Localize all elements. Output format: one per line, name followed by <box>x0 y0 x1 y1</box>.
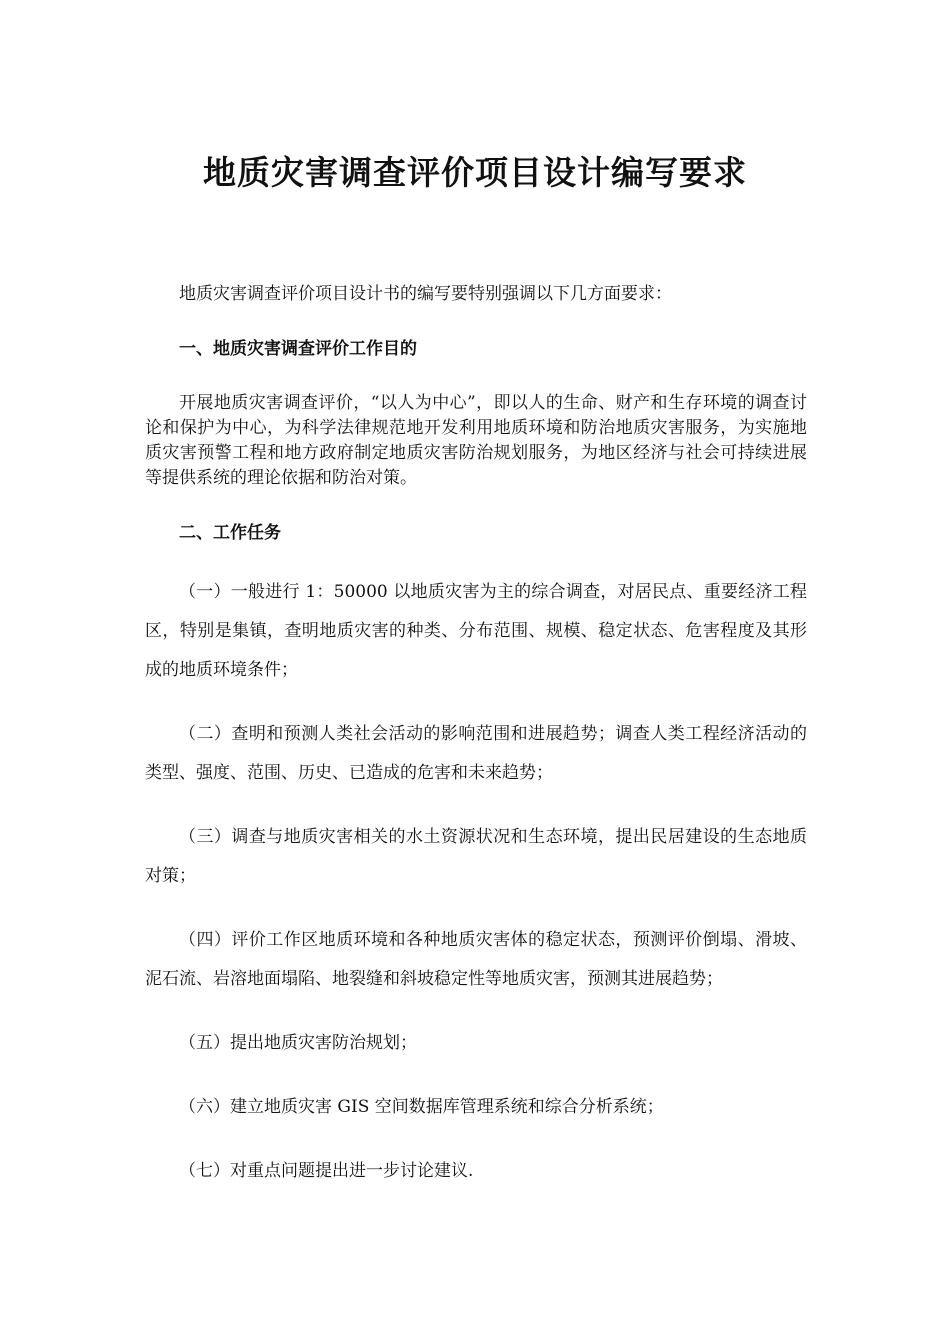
section-1-heading: 一、地质灾害调查评价工作目的 <box>179 339 417 359</box>
task-item-3: （三）调查与地质灾害相关的水土资源状况和生态环境，提出民居建设的生态地质对策； <box>145 827 807 886</box>
task-item-2: （二）查明和预测人类社会活动的影响范围和进展趋势；调查人类工程经济活动的类型、强度、范围、历史、已造成的危害和未来趋势； <box>145 724 807 783</box>
task-item-4: （四）评价工作区地质环境和各种地质灾害体的稳定状态，预测评价倒塌、滑坡、泥石流、岩溶地面塌陷、地裂缝和斜坡稳定性等地质灾害，预测其进展趋势； <box>145 930 807 989</box>
task-item-1: （一）一般进行 1：50000 以地质灾害为主的综合调查，对居民点、重要经济工程区，特别是集镇，查明地质灾害的种类、分布范围、规模、稳定状态、危害程度及其形成的地质环境条件； <box>145 582 807 680</box>
task-item-6: （六）建立地质灾害 GIS 空间数据库管理系统和综合分析系统； <box>179 1097 664 1117</box>
task-item-5: （五）提出地质灾害防治规划； <box>179 1033 417 1053</box>
task-item-7: （七）对重点问题提出进一步讨论建议. <box>179 1161 474 1181</box>
document-body <box>145 282 807 1191</box>
intro-paragraph: 地质灾害调查评价项目设计书的编写要特别强调以下几方面要求： <box>179 284 672 304</box>
document-title: 地质灾害调查评价项目设计编写要求 <box>203 153 747 192</box>
section-1-paragraph: 开展地质灾害调查评价，“以人为中心”，即以人的生命、财产和生存环境的调查讨论和保护为中心，为科学法律规范地开发利用地质环境和防治地质灾害服务，为实施地质灾害预警工程和地方政府制定地质灾害防治规划服务，为地区经济与社会可持续进展等提供系统的理论依据和防治对策。 <box>145 393 807 488</box>
section-2-heading: 二、工作任务 <box>179 523 281 543</box>
